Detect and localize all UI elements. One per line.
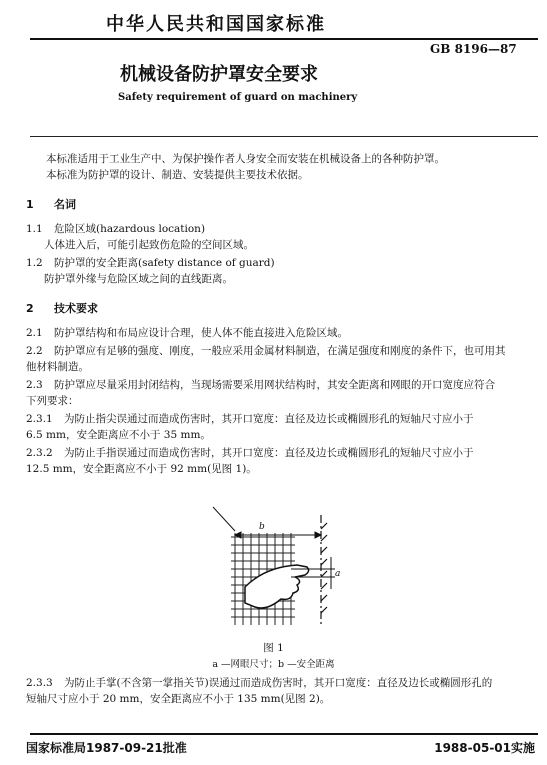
label-a: a <box>335 569 341 579</box>
section-1-heading: 1 名词 <box>26 198 76 211</box>
clause-2-2: 2.2 防护罩应有足够的强度、刚度，一般应采用金属材料制造，在满足强度和刚度的条件下，也可用其 <box>26 345 506 357</box>
intro-paragraph-1: 本标准适用于工业生产中、为保护操作者人身安全而安装在机械设备上的各种防护罩。 <box>46 153 445 165</box>
clause-2-3-3: 2.3.3 为防止手掌(不含第一掌指关节)误通过而造成伤害时，其开口宽度：直径及边长或椭圆形孔的 <box>26 677 493 689</box>
figure-1-mesh-guard-diagram <box>205 495 350 630</box>
section-2-heading: 2 技术要求 <box>26 302 98 315</box>
hand-outline <box>245 565 309 608</box>
term-1-2: 1.2 防护罩的安全距离(safety distance of guard) <box>26 257 275 269</box>
approval-date: 国家标准局1987-09-21批准 <box>26 741 187 755</box>
standard-header-title: 中华人民共和国国家标准 <box>106 14 326 35</box>
figure-1-caption: 图 1 <box>263 642 284 654</box>
document-subtitle: Safety requirement of guard on machinery <box>118 92 358 103</box>
clause-2-3-3-cont: 短轴尺寸应小于 20 mm，安全距离应不小于 135 mm(见图 2)。 <box>26 693 331 705</box>
clause-2-3-2: 2.3.2 为防止手指误通过而造成伤害时，其开口宽度：直径及边长或椭圆形孔的短轴尺寸应小于 <box>26 447 474 459</box>
intro-paragraph-2: 本标准为防护罩的设计、制造、安装提供主要技术依据。 <box>46 169 309 181</box>
clause-2-3-2-cont: 12.5 mm，安全距离应不小于 92 mm(见图 1)。 <box>26 463 257 475</box>
implementation-date: 1988-05-01实施 <box>434 741 535 755</box>
clause-2-3-1: 2.3.1 为防止指尖误通过而造成伤害时，其开口宽度：直径及边长或椭圆形孔的短轴尺寸应小于 <box>26 413 474 425</box>
clause-2-3-cont: 下列要求： <box>26 395 79 407</box>
clause-2-3: 2.3 防护罩应尽量采用封闭结构，当现场需要采用网状结构时，其安全距离和网眼的开口宽度应符合 <box>26 379 495 391</box>
standard-number: GB 8196—87 <box>430 42 517 56</box>
clause-2-1: 2.1 防护罩结构和布局应设计合理，使人体不能直接进入危险区域。 <box>26 327 348 339</box>
label-b: b <box>259 522 265 532</box>
footer-rule <box>30 733 538 735</box>
danger-zone-wall <box>321 515 327 625</box>
term-1-1: 1.1 危险区域(hazardous location) <box>26 223 206 235</box>
term-1-1-desc: 人体进入后，可能引起致伤危险的空间区域。 <box>44 239 254 251</box>
term-1-2-desc: 防护罩外缘与危险区域之间的直线距离。 <box>44 273 233 285</box>
clause-2-3-1-cont: 6.5 mm，安全距离应不小于 35 mm。 <box>26 429 211 441</box>
header-rule <box>30 38 538 40</box>
figure-1-legend: a —网眼尺寸；b —安全距离 <box>212 659 335 670</box>
document-title: 机械设备防护罩安全要求 <box>120 64 318 85</box>
title-rule <box>30 136 538 137</box>
clause-2-2-cont: 他材料制造。 <box>26 361 89 373</box>
